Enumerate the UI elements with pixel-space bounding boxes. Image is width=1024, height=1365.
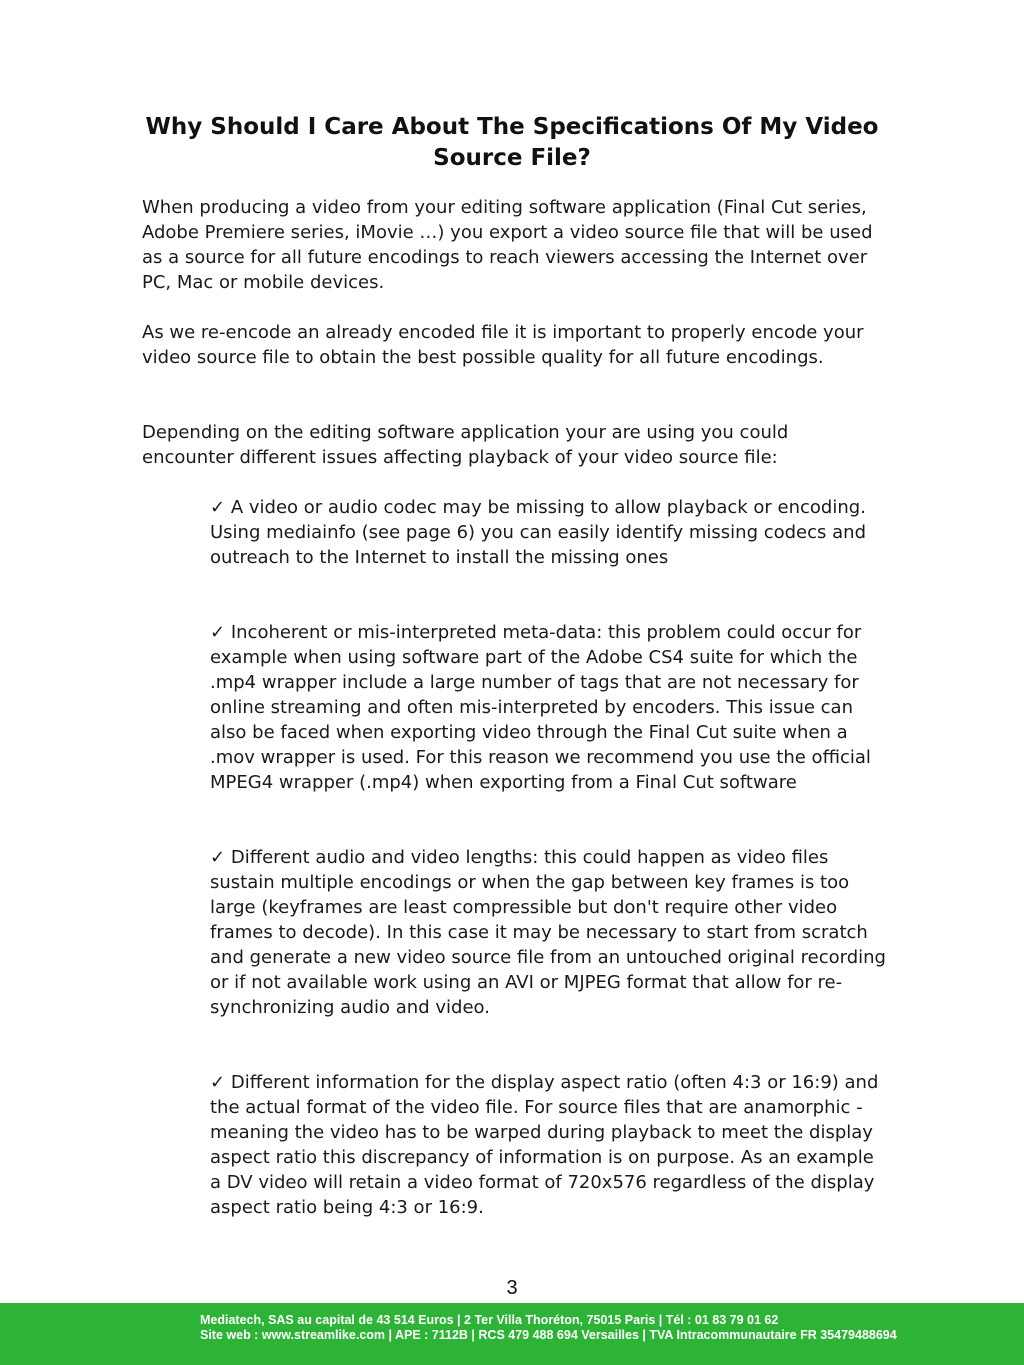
checkmark-icon: ✓ — [210, 622, 226, 643]
checkmark-icon: ✓ — [210, 1072, 226, 1093]
list-item — [210, 620, 882, 795]
list-item — [210, 1070, 882, 1220]
list-item-text: Different audio and video lengths: this could happen as video files sustain multiple encodings or when the gap between key frames is too large (keyframes are least compressible but don't require other video frames to decode). In this case it may be necessary to start from scratch and generate a new video source file from an untouched original recording or if not available work using an AVI or MJPEG format that allow for re-synchronizing audio and video. — [210, 847, 886, 1018]
page-number: 3 — [506, 1277, 518, 1299]
reencode-paragraph: As we re-encode an already encoded file it is important to properly encode your video source file to obtain the best possible quality for all future encodings. — [142, 322, 864, 368]
list-item-text: A video or audio codec may be missing to allow playback or encoding. Using mediainfo (see page 6) you can easily identify missing codecs and outreach to the Internet to install the missing ones — [210, 497, 866, 568]
page-title: Why Should I Care About The Specifications Of My Video Source File? — [145, 114, 879, 171]
list-item — [210, 495, 882, 570]
company-footer — [0, 1303, 1024, 1365]
footer-address-line: Mediatech, SAS au capital de 43 514 Euros | 2 Ter Villa Thoréton, 75015 Paris | Tél : 01 83 79 01 62 — [200, 1313, 779, 1327]
list-item-text: Different information for the display aspect ratio (often 4:3 or 16:9) and the actual format of the video file. For source files that are anamorphic - meaning the video has to be warped during playback to meet the display aspect ratio this discrepancy of information is on purpose. As an example a DV video will retain a video format of 720x576 regardless of the display aspect ratio being 4:3 or 16:9. — [210, 1072, 879, 1218]
checkmark-icon: ✓ — [210, 847, 226, 868]
footer-registration-line: Site web : www.streamlike.com | APE : 7112B | RCS 479 488 694 Versailles | TVA Intracommunautaire FR 35479488694 — [200, 1328, 897, 1342]
list-item — [210, 845, 890, 1020]
intro-paragraph: When producing a video from your editing software application (Final Cut series, Adobe Premiere series, iMovie …) you export a video source file that will be used as a source for all future encodings to reach viewers accessing the Internet over PC, Mac or mobile devices. — [142, 197, 873, 293]
issues-intro-paragraph: Depending on the editing software application your are using you could encounter different issues affecting playback of your video source file: — [142, 422, 789, 468]
list-item-text: Incoherent or mis-interpreted meta-data: this problem could occur for example when using software part of the Adobe CS4 suite for which the .mp4 wrapper include a large number of tags that are not necessary for online streaming and often mis-interpreted by encoders. This issue can also be faced when exporting video through the Final Cut suite when a .mov wrapper is used. For this reason we recommend you use the official MPEG4 wrapper (.mp4) when exporting from a Final Cut software — [210, 622, 871, 793]
checkmark-icon: ✓ — [210, 497, 226, 518]
